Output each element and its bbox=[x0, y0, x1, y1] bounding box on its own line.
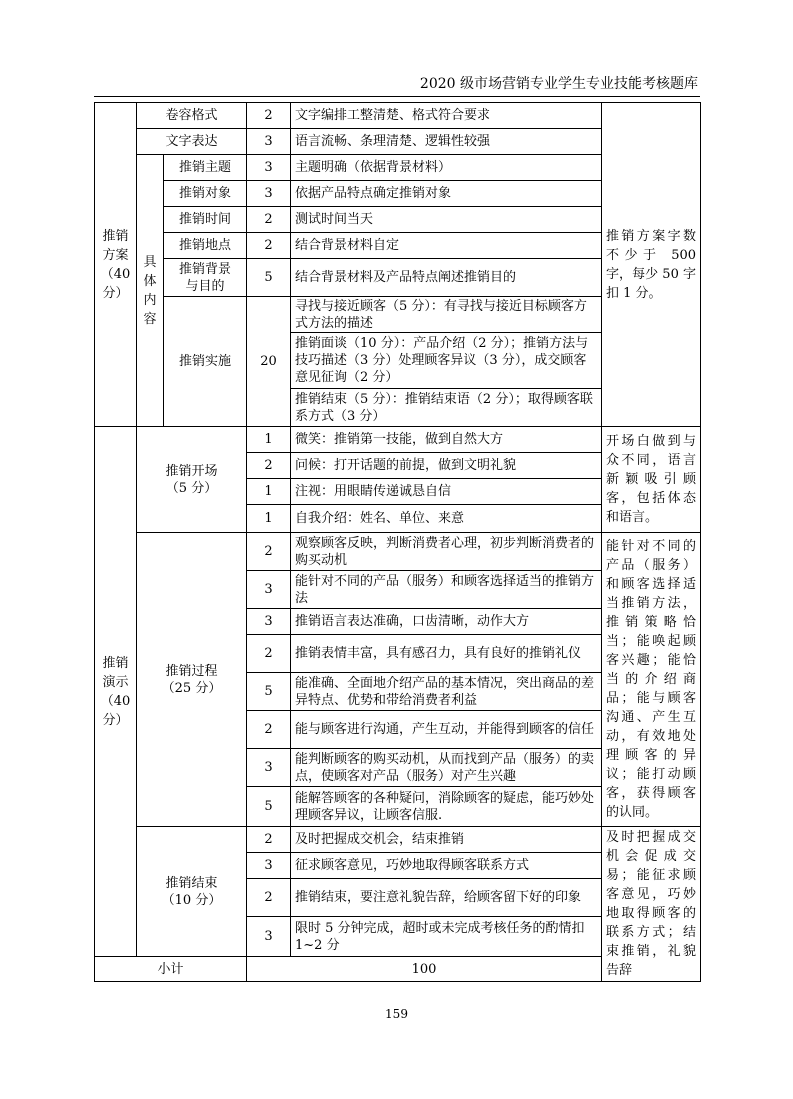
item-cell: 推销对象 bbox=[164, 181, 247, 207]
note-process: 能针对不同的产品（服务）和顾客选择适当推销方法，推销策略恰当；能唤起顾客兴趣；能恰当的介绍商品；能与顾客沟通、产生互动，有效地处理顾客的异议；能打动顾客，获得顾客的认同。 bbox=[602, 533, 701, 827]
score-cell: 2 bbox=[247, 827, 291, 853]
score-cell: 20 bbox=[247, 297, 291, 427]
score-cell: 2 bbox=[247, 233, 291, 259]
section-demo: 推销 演示 （40 分） bbox=[95, 427, 137, 957]
desc-cell: 推销面谈（10 分）：产品介绍（2 分）；推销方法与技巧描述（3 分）处理顾客异议（3 分），成交顾客意见征询（2 分） bbox=[291, 333, 602, 389]
note-plan: 推销方案字数不少于 500 字，每少 50 字扣 1 分。 bbox=[602, 103, 701, 427]
sub-label-detail: 具 体 内 容 bbox=[137, 155, 164, 427]
desc-cell: 依据产品特点确定推销对象 bbox=[291, 181, 602, 207]
page-header: 2020 级市场营销专业学生专业技能考核题库 bbox=[419, 76, 698, 92]
score-cell: 5 bbox=[247, 787, 291, 827]
score-cell: 2 bbox=[247, 453, 291, 479]
score-cell: 3 bbox=[247, 853, 291, 879]
item-cell: 文字表达 bbox=[137, 129, 247, 155]
table-row bbox=[95, 427, 701, 453]
score-cell: 3 bbox=[247, 129, 291, 155]
group-name: 推销开场 （5 分） bbox=[137, 427, 247, 533]
item-cell: 卷容格式 bbox=[137, 103, 247, 129]
score-cell: 3 bbox=[247, 749, 291, 787]
score-cell: 2 bbox=[247, 635, 291, 673]
desc-cell: 推销结束，要注意礼貌告辞，给顾客留下好的印象 bbox=[291, 879, 602, 917]
item-cell: 推销实施 bbox=[164, 297, 247, 427]
score-cell: 2 bbox=[247, 103, 291, 129]
score-cell: 3 bbox=[247, 155, 291, 181]
subtotal-value: 100 bbox=[247, 957, 602, 982]
subtotal-label: 小计 bbox=[95, 957, 247, 982]
section-plan: 推销 方案 （40 分） bbox=[95, 103, 137, 427]
table-row bbox=[95, 827, 701, 853]
desc-cell: 能解答顾客的各种疑问，消除顾客的疑虑，能巧妙处理顾客异议，让顾客信服. bbox=[291, 787, 602, 827]
desc-cell: 能针对不同的产品（服务）和顾客选择适当的推销方法 bbox=[291, 571, 602, 609]
desc-cell: 能与顾客进行沟通，产生互动，并能得到顾客的信任 bbox=[291, 711, 602, 749]
score-cell: 3 bbox=[247, 571, 291, 609]
desc-cell: 限时 5 分钟完成，超时或未完成考核任务的酌情扣 1~2 分 bbox=[291, 917, 602, 957]
desc-cell: 自我介绍：姓名、单位、来意 bbox=[291, 505, 602, 533]
desc-cell: 文字编排工整清楚、格式符合要求 bbox=[291, 103, 602, 129]
score-cell: 2 bbox=[247, 711, 291, 749]
item-cell: 推销主题 bbox=[164, 155, 247, 181]
score-cell: 2 bbox=[247, 207, 291, 233]
desc-cell: 测试时间当天 bbox=[291, 207, 602, 233]
desc-cell: 微笑：推销第一技能，做到自然大方 bbox=[291, 427, 602, 453]
item-cell: 推销时间 bbox=[164, 207, 247, 233]
desc-cell: 问候：打开话题的前提，做到文明礼貌 bbox=[291, 453, 602, 479]
desc-cell: 结合背景材料及产品特点阐述推销目的 bbox=[291, 259, 602, 297]
desc-cell: 注视：用眼睛传递诚恳自信 bbox=[291, 479, 602, 505]
desc-cell: 能判断顾客的购买动机，从而找到产品（服务）的卖点，使顾客对产品（服务）对产生兴趣 bbox=[291, 749, 602, 787]
score-cell: 2 bbox=[247, 879, 291, 917]
note-opening: 开场白做到与众不同，语言新颖吸引顾客，包括体态和语言。 bbox=[602, 427, 701, 533]
desc-cell: 主题明确（依据背景材料） bbox=[291, 155, 602, 181]
score-cell: 3 bbox=[247, 609, 291, 635]
desc-cell: 及时把握成交机会，结束推销 bbox=[291, 827, 602, 853]
desc-cell: 结合背景材料自定 bbox=[291, 233, 602, 259]
note-closing: 及时把握成交机会促成交易；能征求顾客意见，巧妙地取得顾客的联系方式；结束推销，礼貌告辞 bbox=[602, 827, 701, 982]
score-cell: 1 bbox=[247, 479, 291, 505]
page-number: 159 bbox=[385, 1007, 408, 1021]
desc-cell: 征求顾客意见，巧妙地取得顾客联系方式 bbox=[291, 853, 602, 879]
desc-cell: 观察顾客反映，判断消费者心理，初步判断消费者的购买动机 bbox=[291, 533, 602, 571]
score-cell: 1 bbox=[247, 505, 291, 533]
score-cell: 3 bbox=[247, 917, 291, 957]
table-row bbox=[95, 103, 701, 129]
table-row bbox=[95, 533, 701, 571]
desc-cell: 寻找与接近顾客（5 分）：有寻找与接近目标顾客方式方法的描述 bbox=[291, 297, 602, 333]
score-cell: 2 bbox=[247, 533, 291, 571]
scoring-table bbox=[94, 102, 701, 982]
desc-cell: 语言流畅、条理清楚、逻辑性较强 bbox=[291, 129, 602, 155]
header-rule bbox=[94, 96, 700, 97]
score-cell: 5 bbox=[247, 673, 291, 711]
desc-cell: 推销结束（5 分）：推销结束语（2 分）；取得顾客联系方式（3 分） bbox=[291, 389, 602, 427]
group-name: 推销过程 （25 分） bbox=[137, 533, 247, 827]
desc-cell: 能准确、全面地介绍产品的基本情况，突出商品的差异特点、优势和带给消费者利益 bbox=[291, 673, 602, 711]
desc-cell: 推销表情丰富，具有感召力，具有良好的推销礼仪 bbox=[291, 635, 602, 673]
item-cell: 推销背景 与目的 bbox=[164, 259, 247, 297]
score-cell: 1 bbox=[247, 427, 291, 453]
score-cell: 5 bbox=[247, 259, 291, 297]
score-cell: 3 bbox=[247, 181, 291, 207]
group-name: 推销结束 （10 分） bbox=[137, 827, 247, 957]
item-cell: 推销地点 bbox=[164, 233, 247, 259]
desc-cell: 推销语言表达准确，口齿清晰，动作大方 bbox=[291, 609, 602, 635]
